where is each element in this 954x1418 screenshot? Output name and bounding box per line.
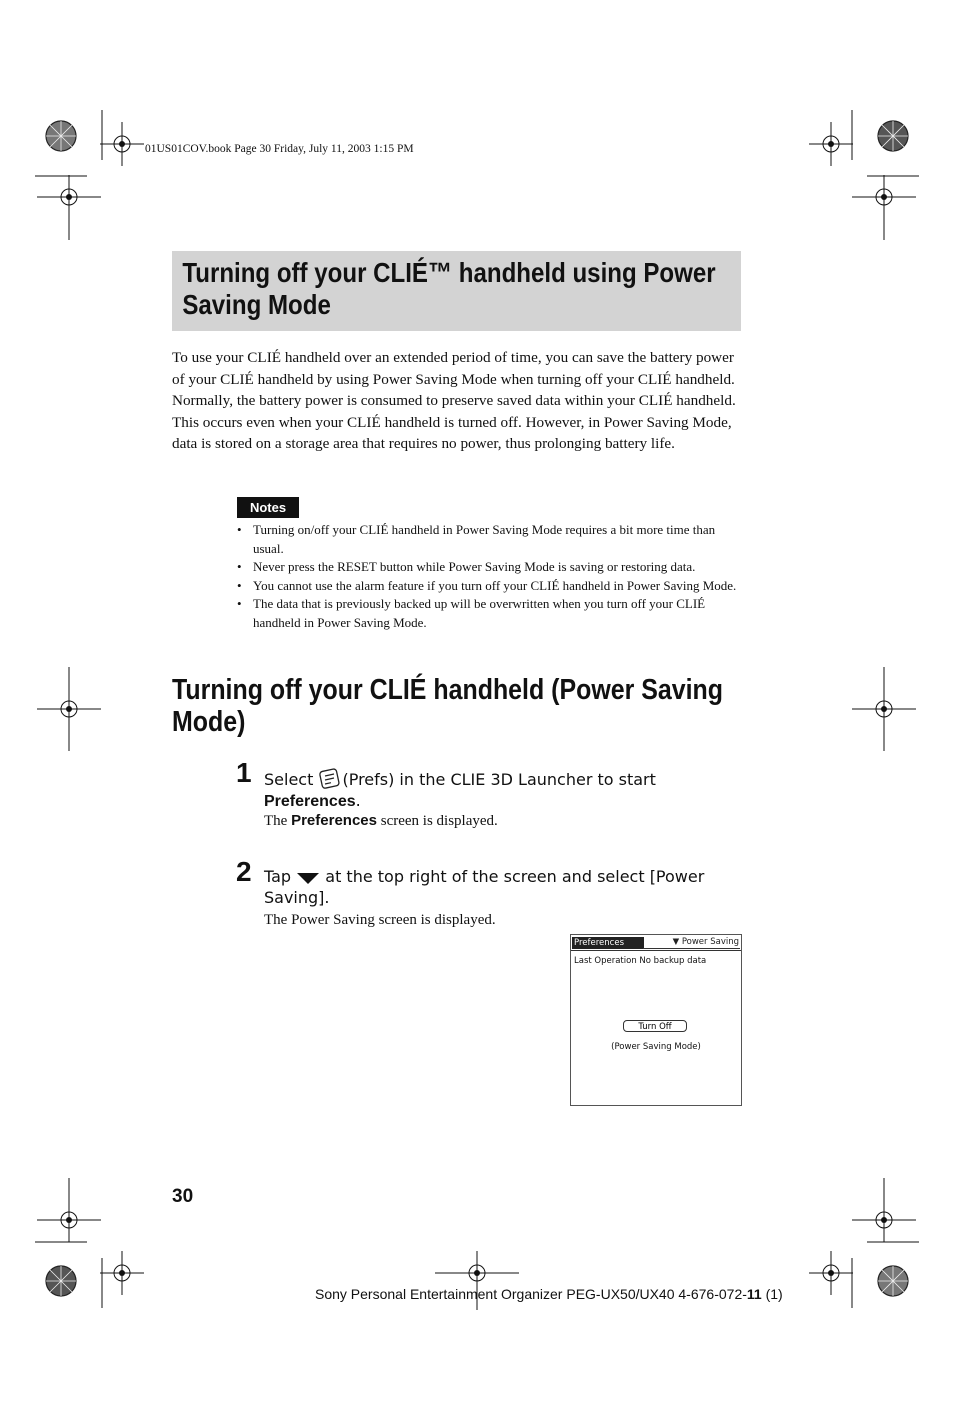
section-title: Turning off your CLIÉ handheld (Power Saving Mode) <box>172 674 724 738</box>
print-info: 01US01COV.book Page 30 Friday, July 11, 2003 1:15 PM <box>145 143 414 155</box>
notes-list <box>237 521 744 633</box>
title-banner <box>172 251 741 331</box>
step-1-result: The Preferences screen is displayed. <box>264 812 498 829</box>
step-1-text: Select (Prefs) in the CLIE 3D Launcher to start Preferences. <box>264 770 656 810</box>
last-operation-label: Last Operation No backup data <box>574 956 707 966</box>
category-menu[interactable]: ▼ Power Saving <box>672 937 739 947</box>
step-2-result: The Power Saving screen is displayed. <box>264 912 496 928</box>
bullet: • <box>237 559 242 575</box>
footer: Sony Personal Entertainment Organizer PEG-UX50/UX40 4-676-072-11 (1) <box>315 1286 783 1302</box>
preferences-tab: Preferences <box>572 937 644 949</box>
prefs-icon <box>318 768 342 790</box>
step-2-number: 2 <box>236 856 252 887</box>
page-title: Turning off your CLIÉ™ handheld using Power Saving Mode <box>182 257 716 320</box>
step-1-number: 1 <box>236 757 252 788</box>
bullet: • <box>237 522 242 537</box>
list-item: • Turning on/off your CLIÉ handheld in Power Saving Mode requires a bit more time than usual. <box>237 522 716 556</box>
bullet: • <box>237 596 242 612</box>
step-2-text: Tap at the top right of the screen and select [Power Saving]. <box>264 867 705 907</box>
list-item: • The data that is previously backed up will be overwritten when you turn off your CLIÉ handheld in Power Saving Mode. <box>237 596 706 630</box>
notes-label: Notes <box>237 497 299 518</box>
list-item: • You cannot use the alarm feature if you turn off your CLIÉ handheld in Power Saving Mode. <box>237 577 744 596</box>
page-number: 30 <box>172 1186 194 1207</box>
dropdown-arrow-icon: ▼ <box>672 937 680 947</box>
turn-off-button[interactable]: Turn Off <box>623 1020 687 1032</box>
power-saving-mode-label: (Power Saving Mode) <box>611 1042 701 1052</box>
dropdown-arrow-icon <box>296 871 320 885</box>
intro-paragraph: To use your CLIÉ handheld over an extended period of time, you can save the battery power of your CLIÉ handheld by using Power Saving Mode when turning off your CLIÉ handheld. Normally, the battery power is consumed to preserve saved data within your CLIÉ handheld. This occurs even when your CLIÉ handheld is turned off. However, in Power Saving Mode, data is stored on a storage area that requires no power, thus prolonging battery life. <box>172 349 736 452</box>
list-item: • Never press the RESET button while Power Saving Mode is saving or restoring data. <box>237 558 744 577</box>
power-saving-screen <box>570 934 742 1106</box>
bullet: • <box>237 577 242 593</box>
